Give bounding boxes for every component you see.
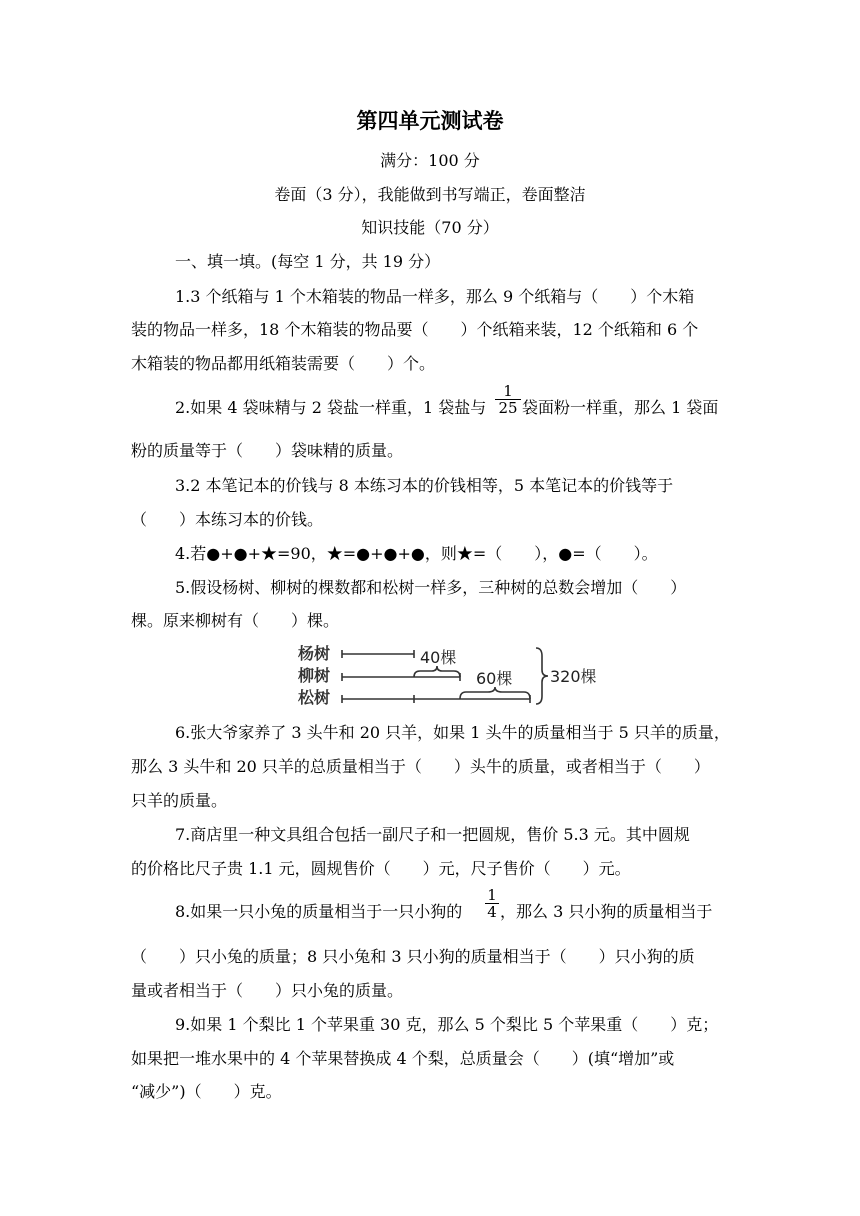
brace-40: [414, 666, 460, 677]
diff-40-label: 40棵: [420, 648, 457, 667]
fraction-1-25: [495, 383, 521, 416]
question-5-line-1: 5.假设杨树、柳树的棵数都和松树一样多，三种树的总数会增加（ ）: [175, 578, 687, 597]
question-7-line-2: 的价格比尺子贵 1.1 元，圆规售价（ ）元，尺子售价（ ）元。: [131, 859, 631, 878]
question-8-line-1a: 8.如果一只小兔的质量相当于一只小狗的: [175, 902, 463, 921]
brace-60: [460, 687, 530, 699]
fraction-1-4: [485, 887, 499, 920]
question-5-line-2: 棵。原来柳树有（ ）棵。: [131, 611, 340, 630]
question-9-line-1: 9.如果 1 个梨比 1 个苹果重 30 克，那么 5 个梨比 5 个苹果重（ ）克；: [175, 1015, 719, 1034]
question-2-line-1b: 袋面粉一样重，那么 1 袋面: [522, 398, 719, 417]
question-6-line-1: 6.张大爷家养了 3 头牛和 20 只羊，如果 1 头牛的质量相当于 5 只羊的质量，: [175, 723, 730, 742]
section-heading: 知识技能（70 分）: [361, 218, 499, 237]
total-label: 320棵: [550, 667, 597, 686]
tree-count-diagram: [290, 642, 610, 708]
question-8-line-3: 量或者相当于（ ）只小兔的质量。: [131, 981, 404, 1000]
part-heading: 一、填一填。(每空 1 分，共 19 分）: [175, 252, 441, 271]
diagram-label-pine: 松树: [298, 688, 331, 707]
question-8-line-1b: ，那么 3 只小狗的质量相当于: [500, 902, 713, 921]
fraction-numerator: 1: [487, 886, 497, 904]
question-9-line-2: 如果把一堆水果中的 4 个苹果替换成 4 个梨，总质量会（ ）(填“增加”或: [131, 1049, 675, 1068]
total-brace: [536, 648, 548, 704]
fraction-numerator: 1: [503, 382, 513, 400]
question-2-line-1a: 2.如果 4 袋味精与 2 袋盐一样重，1 袋盐与: [175, 398, 487, 417]
page-title: 第四单元测试卷: [356, 108, 504, 133]
fraction-denominator: 4: [487, 903, 497, 921]
question-3-line-1: 3.2 本笔记本的价钱与 8 本练习本的价钱相等，5 本笔记本的价钱等于: [175, 476, 674, 495]
diff-60-label: 60棵: [476, 669, 513, 688]
question-6-line-3: 只羊的质量。: [131, 791, 228, 810]
question-6-line-2: 那么 3 头牛和 20 只羊的总质量相当于（ ）头牛的质量，或者相当于（ ）: [131, 757, 710, 776]
question-1-line-2: 装的物品一样多，18 个木箱装的物品要（ ）个纸箱来装，12 个纸箱和 6 个: [131, 320, 699, 339]
full-score: 满分：100 分: [380, 151, 480, 170]
fraction-denominator: 25: [498, 399, 518, 417]
question-7-line-1: 7.商店里一种文具组合包括一副尺子和一把圆规，售价 5.3 元。其中圆规: [175, 825, 690, 844]
question-2-line-2: 粉的质量等于（ ）袋味精的质量。: [131, 441, 404, 460]
question-8-line-2: （ ）只小兔的质量；8 只小兔和 3 只小狗的质量相当于（ ）只小狗的质: [131, 947, 695, 966]
question-9-line-3: “减少”)（ ）克。: [131, 1082, 282, 1101]
diagram-label-willow: 柳树: [298, 666, 331, 685]
diagram-label-poplar: 杨树: [298, 644, 331, 663]
question-1-line-1: 1.3 个纸箱与 1 个木箱装的物品一样多，那么 9 个纸箱与（ ）个木箱: [175, 287, 695, 306]
question-1-line-3: 木箱装的物品都用纸箱装需要（ ）个。: [131, 354, 436, 373]
question-4: 4.若●+●+★=90，★=●+●+●，则★=（ ），●=（ ）。: [175, 544, 658, 563]
question-3-line-2: （ ）本练习本的价钱。: [131, 510, 324, 529]
neatness-note: 卷面（3 分），我能做到书写端正，卷面整洁: [274, 185, 586, 204]
